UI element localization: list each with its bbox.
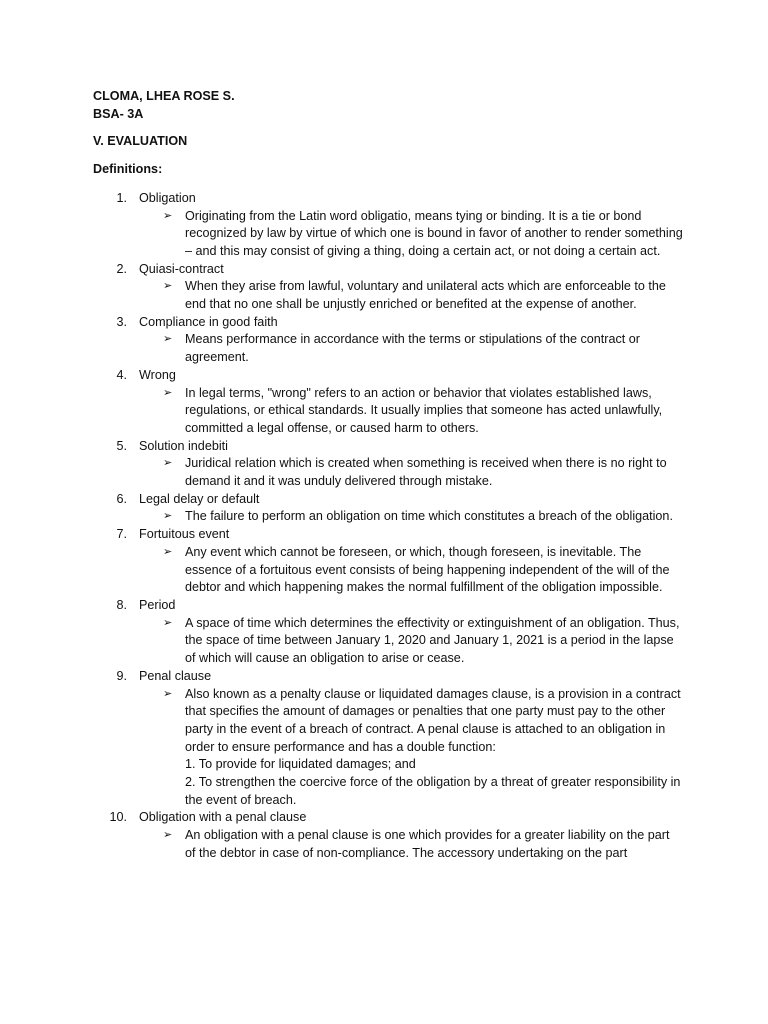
item-number: 4. xyxy=(116,367,127,382)
item-number: 5. xyxy=(116,438,127,453)
list-item xyxy=(93,438,683,491)
item-bullet xyxy=(163,686,683,810)
item-term: Compliance in good faith xyxy=(139,314,278,329)
item-bullet xyxy=(163,455,683,490)
student-section: BSA- 3A xyxy=(93,106,144,121)
item-description: Any event which cannot be foreseen, or which, though foreseen, is inevitable. The essence of a fortuitous event consists of being happening independent of the will of the debtor and which happening makes the normal fulfillment of the obligation impossible. xyxy=(185,544,670,595)
item-number: 10. xyxy=(109,810,127,825)
item-description: Juridical relation which is created when something is received when there is no right to demand it and it was unduly delivered through mistake. xyxy=(185,456,667,489)
item-term: Fortuitous event xyxy=(139,527,230,542)
item-number: 1. xyxy=(116,190,127,205)
item-bullet xyxy=(163,208,683,261)
item-number: 7. xyxy=(116,527,127,542)
item-term: Quiasi-contract xyxy=(139,261,224,276)
arrow-bullet-icon: ➢ xyxy=(163,545,173,558)
item-description: An obligation with a penal clause is one which provides for a greater liability on the part of the debtor in case of non-compliance. The accessory undertaking on the part xyxy=(185,828,670,860)
item-bullet xyxy=(163,827,683,862)
arrow-bullet-icon: ➢ xyxy=(163,457,173,470)
arrow-bullet-icon: ➢ xyxy=(163,616,173,629)
document-content xyxy=(93,88,683,863)
arrow-bullet-icon: ➢ xyxy=(163,386,173,399)
item-description: The failure to perform an obligation on time which constitutes a breach of the obligation. xyxy=(185,509,673,524)
definitions-heading: Definitions: xyxy=(93,162,163,177)
list-item xyxy=(93,597,683,668)
item-description: When they arise from lawful, voluntary and unilateral acts which are enforceable to the end that no one shall be unjustly enriched or benefited at the expense of another. xyxy=(185,279,666,312)
item-bullet xyxy=(163,385,683,438)
student-name: CLOMA, LHEA ROSE S. xyxy=(93,89,235,103)
item-term: Solution indebiti xyxy=(139,438,228,453)
item-term: Penal clause xyxy=(139,668,212,683)
list-item xyxy=(93,668,683,810)
arrow-bullet-icon: ➢ xyxy=(163,333,173,346)
list-item xyxy=(93,314,683,367)
item-term: Legal delay or default xyxy=(139,491,260,506)
item-bullet xyxy=(163,278,683,313)
spacer xyxy=(93,179,683,190)
item-number: 8. xyxy=(116,597,127,612)
arrow-bullet-icon: ➢ xyxy=(163,829,173,842)
list-item xyxy=(93,491,683,526)
item-bullet xyxy=(163,331,683,366)
item-term: Obligation with a penal clause xyxy=(139,810,307,825)
definitions-list xyxy=(93,190,683,863)
list-item xyxy=(93,261,683,314)
arrow-bullet-icon: ➢ xyxy=(163,280,173,293)
item-number: 2. xyxy=(116,261,127,276)
item-term: Wrong xyxy=(139,367,176,382)
item-bullet xyxy=(163,615,683,668)
arrow-bullet-icon: ➢ xyxy=(163,209,173,222)
item-number: 3. xyxy=(116,314,127,329)
spacer xyxy=(93,151,683,161)
item-bullet xyxy=(163,508,683,526)
item-description: A space of time which determines the effectivity or extinguishment of an obligation. Thus, the space of time between January 1, 2020 and January 1, 2021 is a period in the lapse of which will cause an obligation to arise or cease. xyxy=(185,615,680,666)
item-term: Period xyxy=(139,597,176,612)
item-description: Means performance in accordance with the terms or stipulations of the contract or agreement. xyxy=(185,332,640,365)
part-heading: V. EVALUATION xyxy=(93,134,188,149)
arrow-bullet-icon: ➢ xyxy=(163,510,173,523)
arrow-bullet-icon: ➢ xyxy=(163,687,173,700)
list-item xyxy=(93,190,683,261)
list-item xyxy=(93,809,683,862)
list-item xyxy=(93,526,683,597)
item-number: 6. xyxy=(116,491,127,506)
item-description: In legal terms, "wrong" refers to an action or behavior that violates established laws, regulations, or ethical standards. It usually implies that someone has acted unlawfully, committed a legal offense, or caused harm to others. xyxy=(185,385,663,435)
item-term: Obligation xyxy=(139,190,196,205)
item-bullet xyxy=(163,544,683,597)
item-description: Originating from the Latin word obligatio, means tying or binding. It is a tie or bond recognized by law by virtue of which one is bound in favor of another to render something – and this may consist of giving a thing, doing a certain act, or not doing a certain act. xyxy=(185,208,683,258)
spacer xyxy=(93,123,683,133)
list-item xyxy=(93,367,683,438)
item-description: Also known as a penalty clause or liquidated damages clause, is a provision in a contract that specifies the amount of damages or penalties that one party must pay to the other party in the event of a breach of contract. A penal clause is attached to an obligation in order to ensure performance and has a double function: 1. To provide for liquidated damages; and 2. To strengthen the coercive force of the obligation by a threat of greater responsibility in the event of breach. xyxy=(185,686,681,807)
item-number: 9. xyxy=(116,668,127,683)
